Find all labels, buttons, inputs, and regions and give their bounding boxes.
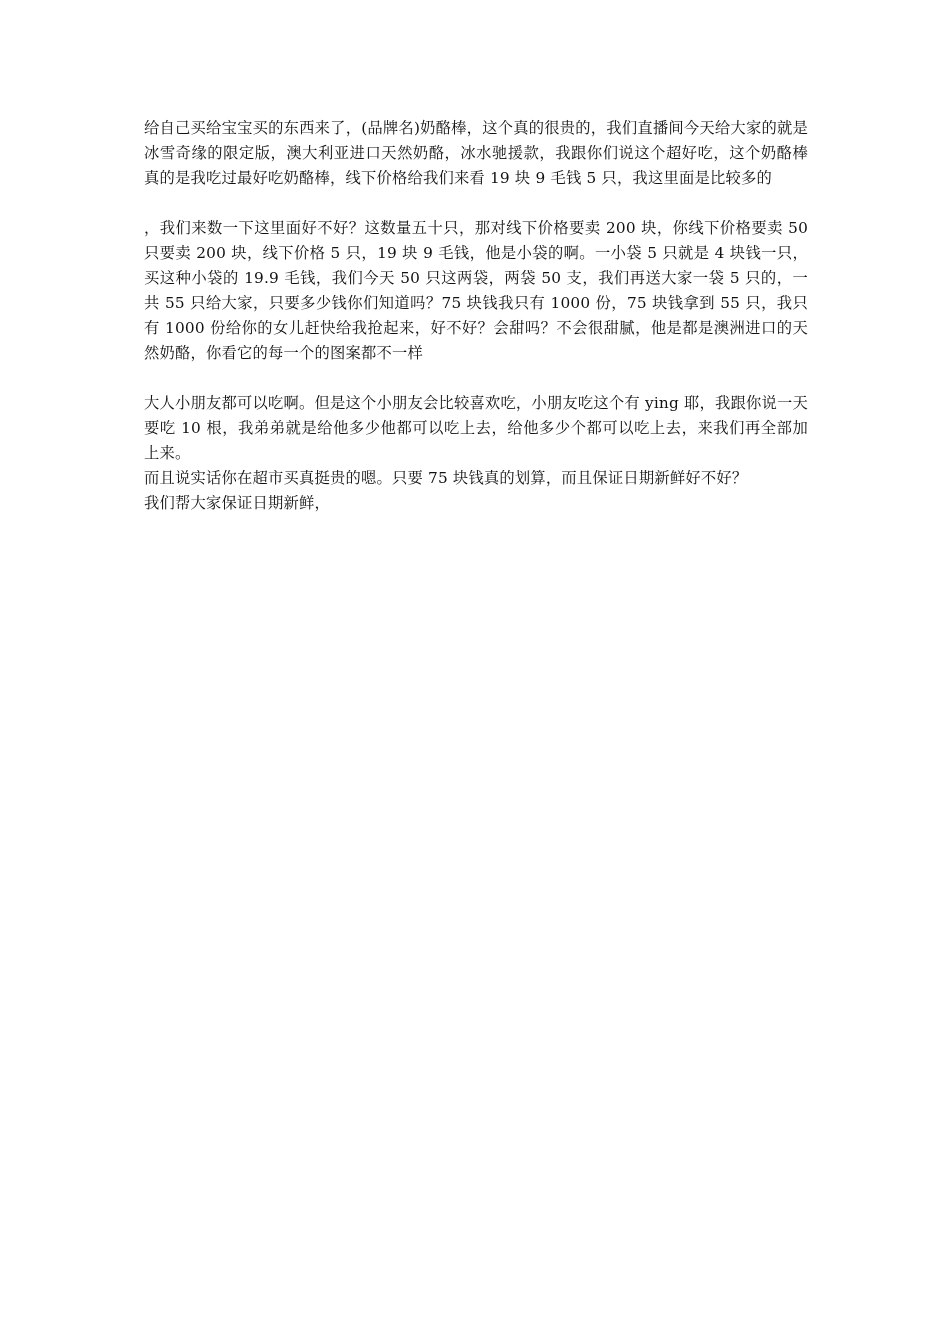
paragraph-5: 我们帮大家保证日期新鲜， [144,494,330,512]
paragraph-2: ，我们来数一下这里面好不好？这数量五十只，那对线下价格要卖 200 块，你线下价格要卖 50 只要卖 200 块，线下价格 5 只，19 块 9 毛钱，他是小袋的啊。一小袋 5 只就是 4 块钱一只，买这种小袋的 19.9 毛钱，我们今天 50 只这两袋，两袋 50 支，我们再送大家一袋 5 只的，一共 55 只给大家，只要多少钱你们知道吗？75 块钱我只有 1000 份，75 块钱拿到 55 只，我只有 1000 份给你的女儿赶快给我抢起来，好不好？会甜吗？不会很甜腻，他是都是澳洲进口的天然奶酪，你看它的每一个的图案都不一样 [144,219,808,362]
paragraph-1: 给自己买给宝宝买的东西来了，(品牌名)奶酪棒，这个真的很贵的，我们直播间今天给大家的就是冰雪奇缘的限定版，澳大利亚进口天然奶酪，冰水驰援款，我跟你们说这个超好吃，这个奶酪棒真的是我吃过最好吃奶酪棒，线下价格给我们来看 19 块 9 毛钱 5 只，我这里面是比较多的 [144,119,808,187]
paragraph-3: 大人小朋友都可以吃啊。但是这个小朋友会比较喜欢吃，小朋友吃这个有 ying 耶，我跟你说一天要吃 10 根，我弟弟就是给他多少他都可以吃上去，给他多少个都可以吃上去，来我们再全部加上来。 [144,394,808,462]
document-body [144,116,808,516]
paragraph-gap [144,191,808,216]
paragraph-gap [144,366,808,391]
paragraph-4: 而且说实话你在超市买真挺贵的嗯。只要 75 块钱真的划算，而且保证日期新鲜好不好？ [144,469,748,487]
